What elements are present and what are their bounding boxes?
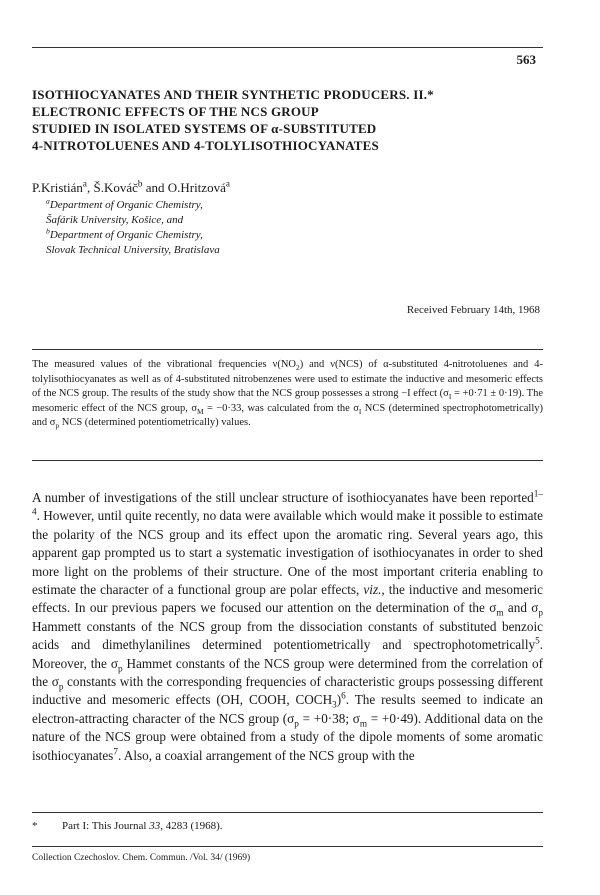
text-segment: Hammet constants of the NCS group were determined from the correlation of the σ bbox=[32, 655, 543, 690]
affiliation-mark: b bbox=[46, 226, 50, 236]
abstract-top-rule bbox=[32, 349, 543, 350]
footnote-text: , 4283 (1968). bbox=[160, 820, 223, 832]
affiliation-line bbox=[46, 228, 220, 243]
abstract-bottom-rule bbox=[32, 460, 543, 461]
subscript: p bbox=[538, 608, 544, 619]
subscript: I bbox=[448, 392, 452, 402]
affiliations bbox=[46, 198, 220, 258]
author-list bbox=[32, 180, 230, 196]
author-affiliation-mark: b bbox=[137, 178, 143, 189]
subscript: 3 bbox=[332, 700, 337, 711]
subscript: m bbox=[496, 608, 504, 619]
subscript: 2 bbox=[296, 363, 300, 373]
received-date: Received February 14th, 1968 bbox=[406, 304, 540, 316]
affiliation-line: Šafárik University, Košice, and bbox=[46, 214, 184, 226]
paragraph bbox=[32, 489, 543, 765]
author-affiliation-mark: a bbox=[82, 178, 87, 189]
footnote bbox=[32, 820, 223, 832]
author-separator: , bbox=[86, 180, 94, 195]
author-name: P.Kristián bbox=[32, 180, 83, 195]
citation: 1–4 bbox=[32, 488, 543, 518]
subscript: p bbox=[117, 663, 123, 674]
body-text bbox=[32, 489, 543, 765]
text-segment: constants with the corresponding frequencies of characteristic groups possessing different inductive and mesomeric effects (OH, COOH, COCH bbox=[32, 674, 543, 708]
italic-text: viz. bbox=[363, 582, 382, 598]
footnote-volume: 33 bbox=[149, 820, 161, 832]
affiliation-line bbox=[46, 198, 220, 213]
subscript: I bbox=[358, 406, 362, 416]
subscript: p bbox=[58, 681, 64, 692]
abstract-segment: The measured values of the vibrational frequencies ν(NO bbox=[32, 359, 297, 370]
author-name: Š.Kováč bbox=[93, 180, 138, 195]
text-segment: . Also, a coaxial arrangement of the NCS group with the bbox=[117, 747, 415, 763]
title-line-2: ELECTRONIC EFFECTS OF THE NCS GROUP bbox=[32, 104, 319, 119]
abstract-segment: = −0·33, was calculated from the σ bbox=[203, 402, 359, 414]
abstract-segment: ) and ν(NCS) of α-substituted 4-nitrotoluenes and 4-tolylisothiocyanates as well as of 4-substituted nitrobenzenes were used to estimate the inductive and mesomeric effects of the NCS group. The results of the study show that the NCS group possesses a strong −I effect (σ bbox=[32, 359, 543, 400]
abstract-text bbox=[32, 358, 543, 431]
text-segment: = +0·38; σ bbox=[298, 710, 360, 726]
abstract-segment: NCS (determined potentiometrically) values. bbox=[59, 417, 251, 429]
abstract-segment: NCS (determined spectrophotometrically) and σ bbox=[32, 402, 543, 429]
text-segment: A number of investigations of the still unclear structure of isothiocyanates have been reported bbox=[32, 490, 534, 505]
affiliation-text: Department of Organic Chemistry, bbox=[49, 229, 203, 241]
text-segment: ) bbox=[336, 692, 342, 708]
subscript: m bbox=[359, 718, 368, 729]
header-rule bbox=[32, 47, 543, 48]
subscript: p bbox=[294, 718, 299, 729]
text-segment: Hammett constants of the NCS group from the dissociation constants of substituted benzoic acids and dimethylanilines determined potentiometrically and spectrophotometrically bbox=[32, 618, 543, 653]
text-segment: , the inductive and mesomeric effects. In our previous papers we focused our attention on the determination of the σ bbox=[32, 582, 543, 616]
author-affiliation-mark: a bbox=[225, 178, 230, 189]
affiliation-line: Slovak Technical University, Bratislava bbox=[46, 244, 220, 256]
text-segment: = +0·49). Additional data on the nature of the NCS group were obtained from a study of the dipole moments of some aromatic isothiocyanates bbox=[32, 710, 543, 763]
footnote-rule bbox=[32, 812, 543, 813]
author-name: O.Hritzová bbox=[167, 180, 226, 195]
journal-rule bbox=[32, 846, 543, 847]
affiliation-mark: a bbox=[46, 196, 50, 206]
text-segment: . However, until quite recently, no data were available which would make it possible to estimate the polarity of the NCS group and its effect upon the aromatic ring. Several years ago, this apparent gap prompted us to start a systematic investigation of isothiocyanates in order to shed more light on the problems of their structure. One of the most important criteria enabling to estimate the character of a functional group are polar effects, bbox=[32, 508, 543, 598]
paper-title bbox=[32, 86, 562, 154]
citation: 6 bbox=[341, 691, 346, 702]
subscript: p bbox=[55, 421, 60, 431]
author-separator: and bbox=[142, 180, 168, 195]
title-line-3: STUDIED IN ISOLATED SYSTEMS OF α-SUBSTITUTED bbox=[32, 121, 377, 136]
text-segment: and σ bbox=[503, 600, 539, 616]
citation: 7 bbox=[113, 746, 118, 757]
text-segment: . Moreover, the σ bbox=[32, 637, 543, 671]
footnote-mark: * bbox=[32, 820, 38, 832]
page-number: 563 bbox=[516, 52, 536, 67]
abstract-segment: = +0·71 ± 0·19). The mesomeric effect of the NCS group, σ bbox=[32, 388, 544, 414]
text-segment: . The results seemed to indicate an electron-attracting character of the NCS group (σ bbox=[32, 692, 543, 726]
journal-citation: Collection Czechoslov. Chem. Commun. /Vol. 34/ (1969) bbox=[32, 853, 251, 863]
affiliation-text: Department of Organic Chemistry, bbox=[49, 199, 203, 211]
citation: 5 bbox=[535, 635, 540, 646]
title-line-1: ISOTHIOCYANATES AND THEIR SYNTHETIC PRODUCERS. II.* bbox=[32, 87, 434, 102]
footnote-text: Part I: This Journal bbox=[62, 820, 150, 832]
abstract bbox=[32, 358, 543, 431]
title-line-4: 4-NITROTOLUENES AND 4-TOLYLISOTHIOCYANATES bbox=[32, 138, 379, 153]
subscript: M bbox=[197, 406, 204, 416]
